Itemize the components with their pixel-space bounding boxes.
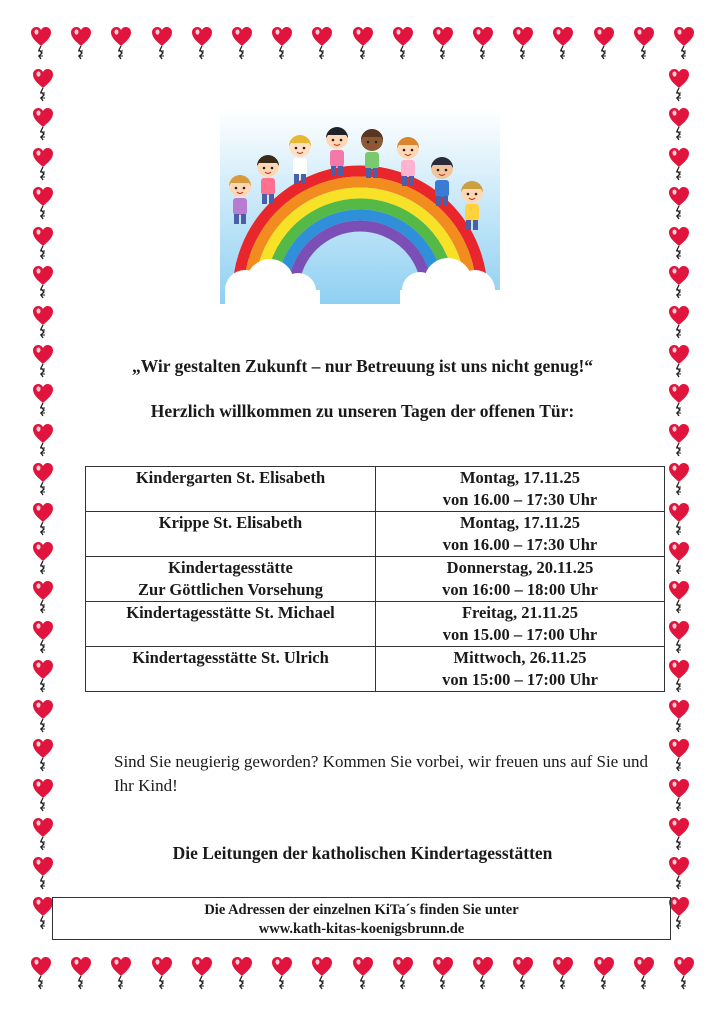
- heart-balloon-icon: [668, 305, 690, 339]
- kita-name: Kindertagesstätte St. Michael: [126, 603, 335, 622]
- heart-balloon-icon: [32, 265, 54, 299]
- heart-balloon-icon: [151, 26, 173, 60]
- website-link[interactable]: www.kath-kitas-koenigsbrunn.de: [258, 921, 465, 937]
- kita-name: Kindertagesstätte: [168, 558, 293, 577]
- heart-balloon-icon: [32, 502, 54, 536]
- open-day-time: von 15:00 – 17:00 Uhr: [442, 670, 598, 689]
- heart-balloon-icon: [432, 26, 454, 60]
- open-day-date: Montag, 17.11.25: [459, 513, 581, 532]
- heart-balloon-icon: [32, 186, 54, 220]
- heart-balloon-icon: [352, 26, 374, 60]
- heart-balloon-icon: [32, 423, 54, 457]
- heart-balloon-icon: [32, 68, 54, 102]
- heart-balloon-icon: [633, 956, 655, 990]
- open-day-date: Montag, 17.11.25: [459, 468, 581, 487]
- date-time-cell: [376, 467, 665, 512]
- heart-balloon-icon: [32, 620, 54, 654]
- heart-balloon-icon: [70, 956, 92, 990]
- kita-name-cell: [86, 602, 376, 647]
- date-time-cell: [376, 647, 665, 692]
- open-day-time: von 15.00 – 17:00 Uhr: [442, 625, 598, 644]
- open-day-date: Freitag, 21.11.25: [461, 603, 579, 622]
- heart-balloon-icon: [633, 26, 655, 60]
- heart-balloon-icon: [32, 147, 54, 181]
- heart-balloon-icon: [673, 26, 695, 60]
- heart-balloon-icon: [231, 26, 253, 60]
- kita-name: Kindergarten St. Elisabeth: [135, 468, 326, 487]
- footer-address-box: [52, 897, 671, 940]
- heart-balloon-icon: [30, 26, 52, 60]
- signature-line: Die Leitungen der katholischen Kindertagesstätten: [172, 843, 553, 863]
- heart-balloon-icon: [668, 778, 690, 812]
- schedule-row: [86, 512, 665, 557]
- heart-balloon-icon: [30, 956, 52, 990]
- kita-name-cell: [86, 647, 376, 692]
- heart-border-left: [32, 68, 54, 930]
- heart-balloon-icon: [32, 896, 54, 930]
- date-time-cell: [376, 602, 665, 647]
- kita-name: Krippe St. Elisabeth: [158, 513, 303, 532]
- heart-balloon-icon: [668, 423, 690, 457]
- heart-balloon-icon: [110, 956, 132, 990]
- heart-balloon-icon: [392, 26, 414, 60]
- heart-balloon-icon: [668, 462, 690, 496]
- heart-balloon-icon: [668, 580, 690, 614]
- heart-balloon-icon: [512, 26, 534, 60]
- heart-balloon-icon: [32, 699, 54, 733]
- welcome-heading: Herzlich willkommen zu unseren Tagen der offenen Tür:: [150, 401, 575, 421]
- heart-balloon-icon: [311, 956, 333, 990]
- rainbow-children-illustration: [220, 108, 500, 304]
- slogan-heading: „Wir gestalten Zukunft – nur Betreuung ist uns nicht genug!“: [131, 356, 594, 376]
- heart-balloon-icon: [271, 956, 293, 990]
- heart-balloon-icon: [32, 738, 54, 772]
- heart-balloon-icon: [512, 956, 534, 990]
- heart-balloon-icon: [668, 186, 690, 220]
- kita-name-cell: [86, 512, 376, 557]
- heart-balloon-icon: [110, 26, 132, 60]
- heart-balloon-icon: [311, 26, 333, 60]
- schedule-row: [86, 647, 665, 692]
- heart-balloon-icon: [432, 956, 454, 990]
- heart-balloon-icon: [32, 305, 54, 339]
- heart-balloon-icon: [271, 26, 293, 60]
- heart-balloon-icon: [472, 26, 494, 60]
- heart-balloon-icon: [32, 659, 54, 693]
- heart-balloon-icon: [668, 226, 690, 260]
- heart-balloon-icon: [472, 956, 494, 990]
- heart-balloon-icon: [32, 462, 54, 496]
- heart-balloon-icon: [552, 956, 574, 990]
- heart-balloon-icon: [673, 956, 695, 990]
- heart-balloon-icon: [552, 26, 574, 60]
- heart-balloon-icon: [668, 107, 690, 141]
- open-day-time: von 16.00 – 17:30 Uhr: [442, 535, 598, 554]
- heart-balloon-icon: [231, 956, 253, 990]
- heart-balloon-icon: [668, 265, 690, 299]
- kita-name: Kindertagesstätte St. Ulrich: [132, 648, 329, 667]
- heart-balloon-icon: [668, 620, 690, 654]
- heart-balloon-icon: [191, 26, 213, 60]
- heart-balloon-icon: [668, 896, 690, 930]
- heart-balloon-icon: [668, 68, 690, 102]
- date-time-cell: [376, 557, 665, 602]
- open-day-date: Mittwoch, 26.11.25: [453, 648, 587, 667]
- invitation-text: Sind Sie neugierig geworden? Kommen Sie vorbei, wir freuen uns auf Sie und Ihr Kind!: [114, 752, 648, 795]
- heart-balloon-icon: [151, 956, 173, 990]
- heart-balloon-icon: [32, 778, 54, 812]
- heart-balloon-icon: [32, 107, 54, 141]
- heart-balloon-icon: [668, 147, 690, 181]
- heart-balloon-icon: [668, 738, 690, 772]
- heart-border-top: [30, 26, 695, 60]
- heart-balloon-icon: [668, 541, 690, 575]
- heart-balloon-icon: [70, 26, 92, 60]
- heart-balloon-icon: [593, 956, 615, 990]
- heart-border-right: [668, 68, 690, 930]
- kita-name: Zur Göttlichen Vorsehung: [138, 580, 323, 599]
- date-time-cell: [376, 512, 665, 557]
- heart-balloon-icon: [191, 956, 213, 990]
- heart-border-bottom: [30, 956, 695, 990]
- heart-balloon-icon: [32, 541, 54, 575]
- kita-name-cell: [86, 557, 376, 602]
- open-day-date: Donnerstag, 20.11.25: [446, 558, 594, 577]
- open-day-time: von 16.00 – 17:30 Uhr: [442, 490, 598, 509]
- footer-text: Die Adressen der einzelnen KiTa´s finden Sie unter: [204, 902, 519, 918]
- heart-balloon-icon: [32, 580, 54, 614]
- heart-balloon-icon: [668, 659, 690, 693]
- schedule-row: [86, 602, 665, 647]
- heart-balloon-icon: [392, 956, 414, 990]
- open-day-time: von 16:00 – 18:00 Uhr: [442, 580, 598, 599]
- schedule-row: [86, 467, 665, 512]
- heart-balloon-icon: [32, 226, 54, 260]
- heart-balloon-icon: [668, 502, 690, 536]
- kita-name-cell: [86, 467, 376, 512]
- schedule-row: [86, 557, 665, 602]
- heart-balloon-icon: [352, 956, 374, 990]
- heart-balloon-icon: [668, 699, 690, 733]
- heart-balloon-icon: [593, 26, 615, 60]
- open-house-schedule-table: [85, 466, 665, 692]
